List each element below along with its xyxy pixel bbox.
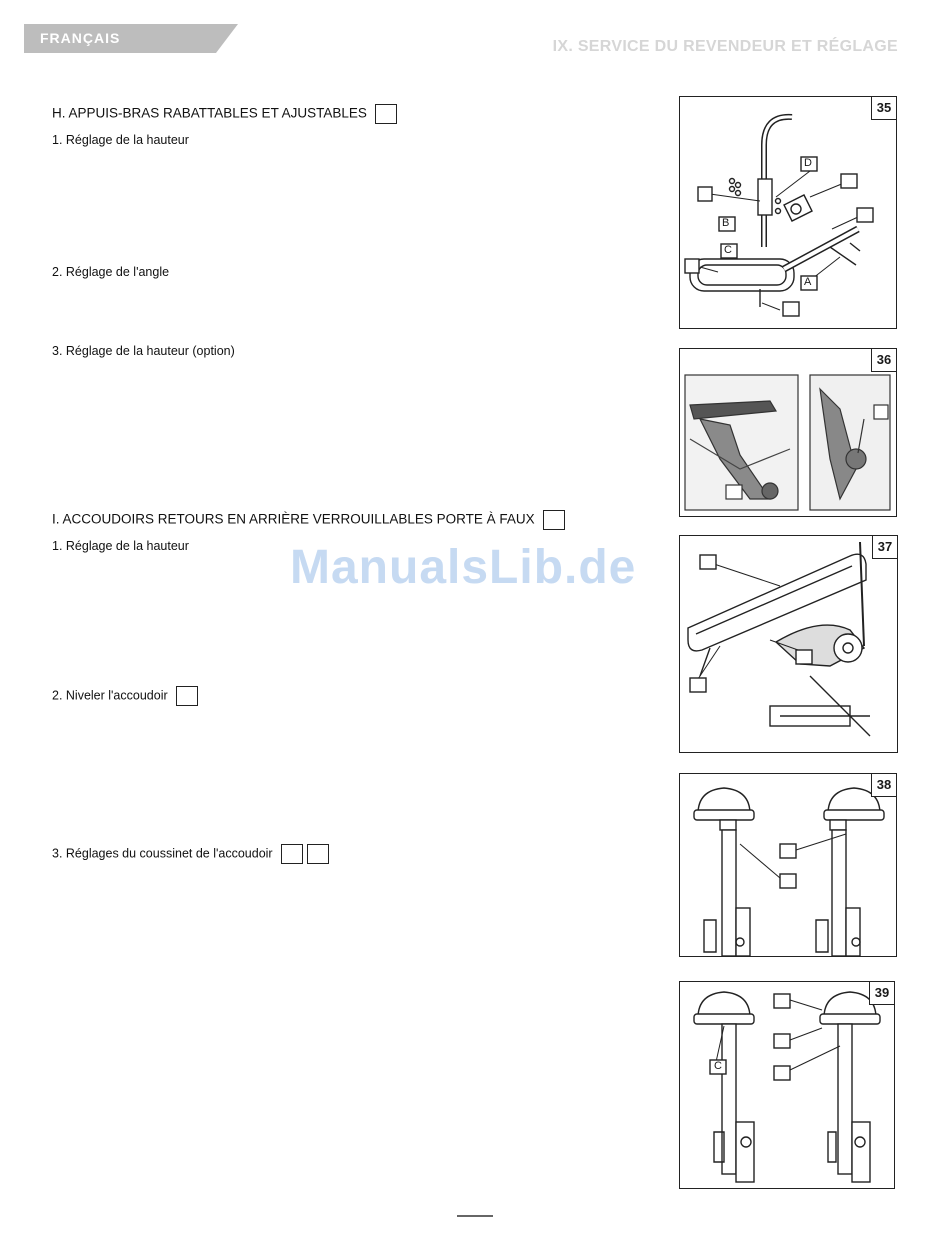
figure-39-number: 39 bbox=[869, 982, 894, 1005]
language-tab bbox=[24, 24, 238, 53]
figure-36-number: 36 bbox=[871, 349, 896, 372]
figure-39 bbox=[679, 981, 895, 1189]
callout-c: C bbox=[714, 1060, 722, 1072]
callout-d: D bbox=[804, 157, 812, 169]
figure-38 bbox=[679, 773, 897, 957]
section-h-item-1: 1. Réglage de la hauteur bbox=[52, 133, 189, 147]
figure-38-number: 38 bbox=[871, 774, 896, 797]
watermark: ManualsLib.de bbox=[290, 541, 637, 594]
page-number-line bbox=[457, 1215, 493, 1217]
section-i-heading bbox=[52, 510, 565, 530]
checkbox-icon bbox=[307, 844, 329, 864]
section-i-item-2 bbox=[52, 686, 198, 706]
callout-c: C bbox=[724, 244, 732, 256]
section-i-item-2-label: 2. Niveler l'accoudoir bbox=[52, 688, 168, 703]
armrest-pad-adjust-illustration bbox=[680, 982, 894, 1188]
figure-37 bbox=[679, 535, 898, 753]
section-h-item-2: 2. Réglage de l'angle bbox=[52, 265, 170, 279]
figure-35-number: 35 bbox=[871, 97, 896, 120]
callout-a: A bbox=[804, 276, 812, 288]
armrest-pad-side-illustration bbox=[680, 774, 896, 956]
armrest-photo-illustration bbox=[680, 349, 896, 516]
callout-b: B bbox=[722, 217, 730, 229]
section-i-item-1: 1. Réglage de la hauteur bbox=[52, 539, 189, 553]
section-h-title: H. APPUIS-BRAS RABATTABLES ET AJUSTABLES bbox=[52, 105, 367, 121]
language-tab-label: FRANÇAIS bbox=[40, 30, 121, 46]
section-h-item-3: 3. Réglage de la hauteur (option) bbox=[52, 344, 235, 358]
section-i-item-3-label: 3. Réglages du coussinet de l'accoudoir bbox=[52, 846, 273, 861]
checkbox-icon bbox=[281, 844, 303, 864]
figure-36 bbox=[679, 348, 897, 517]
cantilever-armrest-illustration bbox=[680, 536, 897, 752]
checkbox-icon bbox=[375, 104, 397, 124]
checkbox-icon bbox=[543, 510, 565, 530]
section-i-item-3 bbox=[52, 844, 329, 864]
figure-37-number: 37 bbox=[872, 536, 897, 559]
section-h-heading bbox=[52, 104, 397, 124]
chapter-title: IX. SERVICE DU REVENDEUR ET RÉGLAGE bbox=[552, 38, 898, 55]
checkbox-icon bbox=[176, 686, 198, 706]
armrest-assembly-illustration bbox=[680, 97, 896, 328]
figure-35 bbox=[679, 96, 897, 329]
section-i-title: I. ACCOUDOIRS RETOURS EN ARRIÈRE VERROUILLABLES PORTE À FAUX bbox=[52, 511, 535, 527]
